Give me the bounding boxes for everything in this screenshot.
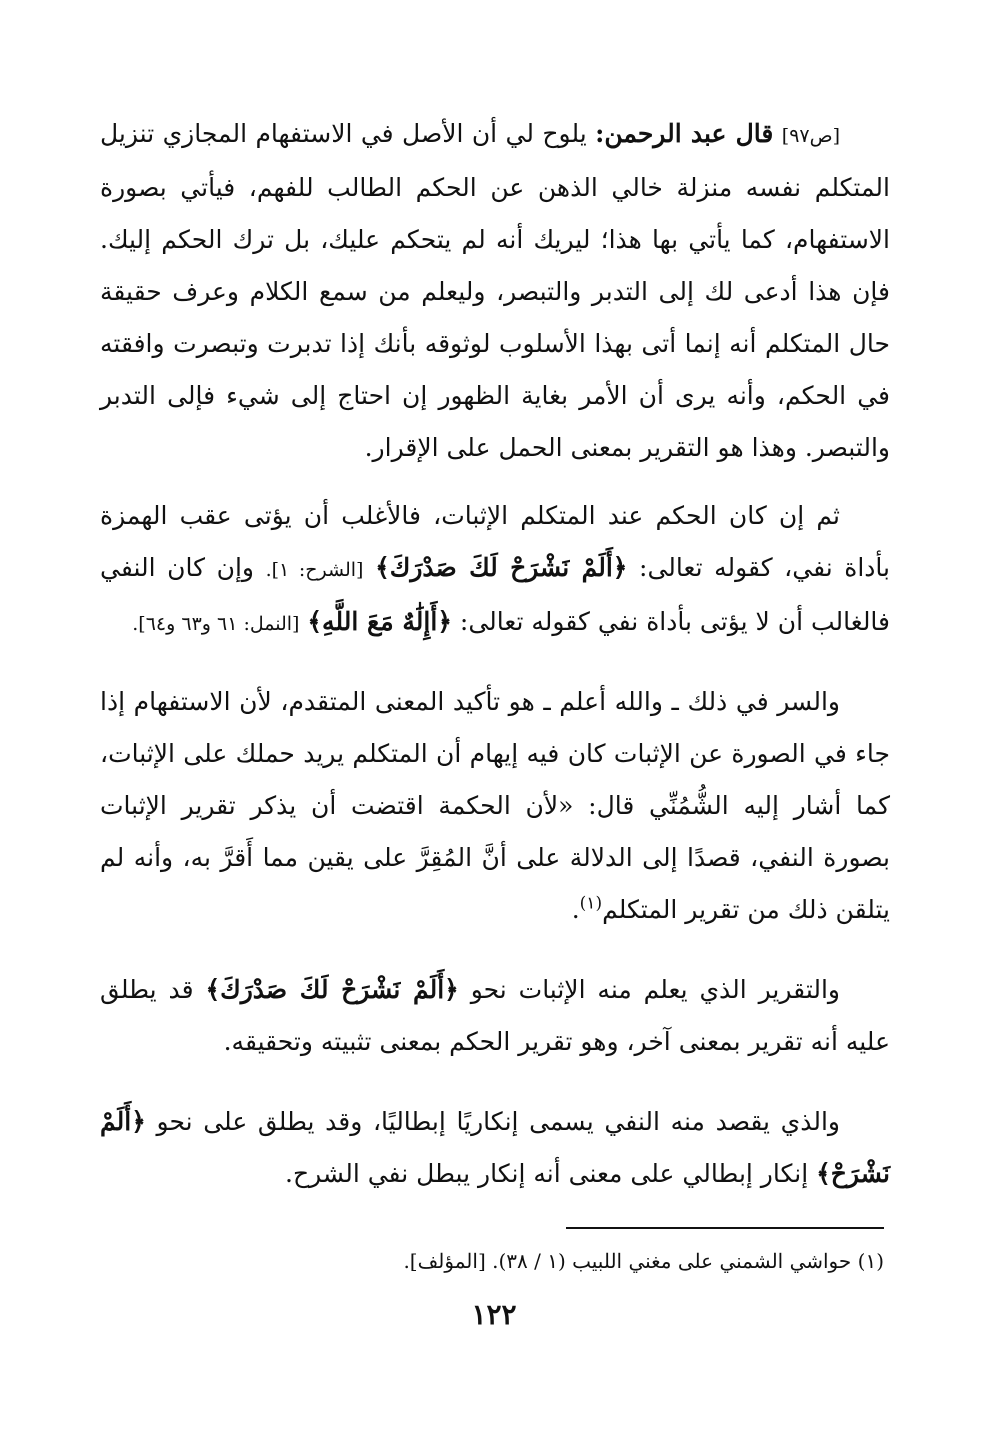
footnote-number: (١) — [857, 1249, 884, 1273]
paragraph-5 — [100, 1096, 890, 1200]
quran-verse-sharh-3: ﴿أَلَمْ نَشْرَحْ﴾ — [100, 1107, 890, 1188]
page-number: ١٢٢ — [471, 1298, 517, 1331]
paragraph-3 — [100, 676, 890, 936]
page-reference: [ص٩٧] — [781, 125, 840, 147]
quran-verse-sharh-2: ﴿أَلَمْ نَشْرَحْ لَكَ صَدْرَكَ﴾ — [205, 975, 459, 1004]
quran-verse-sharh: ﴿أَلَمْ نَشْرَحْ لَكَ صَدْرَكَ﴾ — [375, 553, 628, 582]
paragraph-1-text: يلوح لي أن الأصل في الاستفهام المجازي تنزيل المتكلم نفسه منزلة خالي الذهن عن الحكم الطالب للفهم، فيأتي بصورة الاستفهام، كما يأتي بها هذا؛ ليريك أنه لم يتحكم عليك، بل ترك الحكم إليك. فإن هذا أدعى لك إلى التدبر والتبصر، وليعلم من سمع الكلام وعرف حقيقة حال المتكلم أنه إنما أتى بهذا الأسلوب لوثوقه بأنك إذا تدبرت وتبصرت وافقته في الحكم، وأنه يرى أن الأمر بغاية الظهور إن احتاج إلى شيء فإلى التدبر والتبصر. وهذا هو التقرير بمعنى الحمل على الإقرار. — [100, 119, 890, 462]
footnote — [403, 1244, 884, 1278]
paragraph-5-text-b: إنكار إبطالي على معنى أنه إنكار يبطل نفي الشرح. — [285, 1159, 809, 1188]
footnote-marker[interactable]: (١) — [579, 893, 603, 914]
paragraph-4-text-b: قد يطلق عليه أنه تقرير بمعنى آخر، وهو تقرير الحكم بمعنى تثبيته وتحقيقه. — [100, 975, 890, 1056]
paragraph-2-text-b: وإن كان النفي فالغالب أن لا يؤتى بأداة نفي كقوله تعالى: — [100, 553, 890, 636]
citation-sharh: [الشرح: ١]. — [265, 559, 364, 581]
paragraph-4-text-a: والتقرير الذي يعلم منه الإثبات نحو — [470, 975, 840, 1004]
paragraph-2-text-a: ثم إن كان الحكم عند المتكلم الإثبات، فالأغلب أن يؤتى عقب الهمزة بأداة نفي، كقوله تعالى: — [100, 501, 890, 582]
footnote-divider — [566, 1227, 884, 1229]
paragraph-2 — [100, 490, 890, 650]
paragraph-1 — [100, 108, 890, 474]
paragraph-3-text: والسر في ذلك ـ والله أعلم ـ هو تأكيد المعنى المتقدم، لأن الاستفهام إذا جاء في الصورة عن الإثبات كان فيه إيهام أن المتكلم يريد حملك على الإثبات، كما أشار إليه الشُّمُنِّي قال: «لأن الحكمة اقتضت أن يذكر تقرير الإثبات بصورة النفي، قصدًا إلى الدلالة على أنَّ المُقِرَّ على يقين مما أَقرَّ به، وأنه لم يتلقن ذلك من تقرير المتكلم — [100, 687, 890, 924]
paragraph-4 — [100, 964, 890, 1068]
citation-naml: [النمل: ٦١ و٦٣ و٦٤]. — [132, 613, 300, 635]
paragraph-5-text-a: والذي يقصد منه النفي يسمى إنكاريًا إبطاليًا، وقد يطلق على نحو — [156, 1107, 841, 1136]
paragraph-3-closing: . — [571, 895, 580, 924]
footnote-text: حواشي الشمني على مغني اللبيب (١ / ٣٨). [المؤلف]. — [403, 1249, 852, 1273]
speaker-label: قال عبد الرحمن: — [595, 119, 774, 148]
quran-verse-naml: ﴿أَإِلَٰهٌ مَعَ اللَّهِ﴾ — [307, 607, 452, 636]
